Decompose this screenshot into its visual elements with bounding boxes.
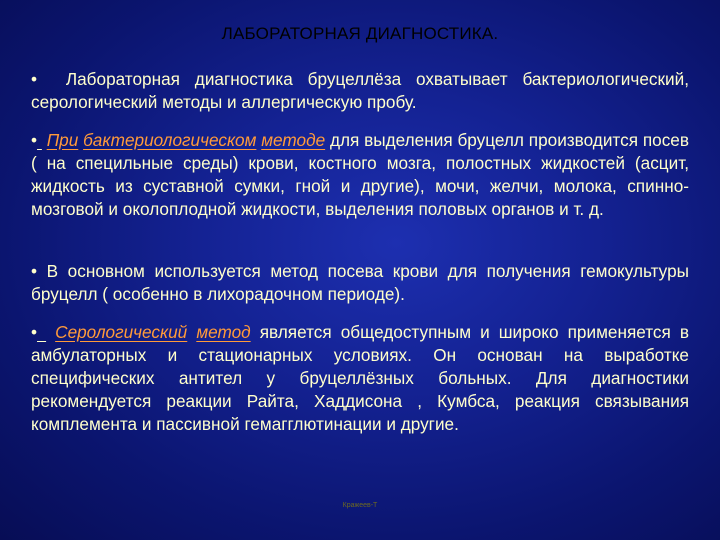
footer-text: Кражеев-Т xyxy=(342,502,378,509)
paragraph-bacteriological xyxy=(31,129,689,221)
slide-title: ЛАБОРАТОРНАЯ ДИАГНОСТИКА. xyxy=(221,24,499,43)
bullet: • xyxy=(31,130,38,150)
keyword-method: метод xyxy=(196,322,251,342)
underline-spacer xyxy=(37,322,46,342)
paragraph-text: В основном используется метод посева крови для получения гемокультуры бруцелл ( особенно в лихорадочном периоде). xyxy=(31,261,689,304)
paragraph-blood-culture xyxy=(31,260,689,306)
paragraph-overview xyxy=(31,68,689,114)
bullet: • xyxy=(31,322,38,342)
keyword-pri: При xyxy=(46,130,79,150)
bullet: • xyxy=(31,69,38,89)
bullet: • xyxy=(31,261,38,281)
paragraph-text: для выделения бруцелл производится посев ( на специльные среды) крови, костного мозга, полостных жидкостей (асцит, жидкость из суставной сумки, гной и другие), мочи, желчи, молока, спинно-мозговой и околоплодной жидкости, выделения половых органов и т. д. xyxy=(31,130,689,219)
paragraph-text: является общедоступным и широко применяется в амбулаторных и стационарных условиях. Он основан на выработке специфических антител у бруцеллёзных больных. Для диагностики рекомендуется реакции Райта, Хаддисона , Кумбса, реакция связывания комплемента и пассивной гемагглютинации и другие. xyxy=(31,322,689,434)
underline-spacer xyxy=(37,130,42,150)
keyword-bacteriological: бактериологическом xyxy=(83,130,257,150)
keyword-serological: Серологический xyxy=(55,322,188,342)
paragraph-text: Лабораторная диагностика бруцеллёза охватывает бактериологический, серологический методы и аллергическую пробу. xyxy=(31,69,689,112)
keyword-method: методе xyxy=(261,130,326,150)
paragraph-serological xyxy=(31,321,689,436)
